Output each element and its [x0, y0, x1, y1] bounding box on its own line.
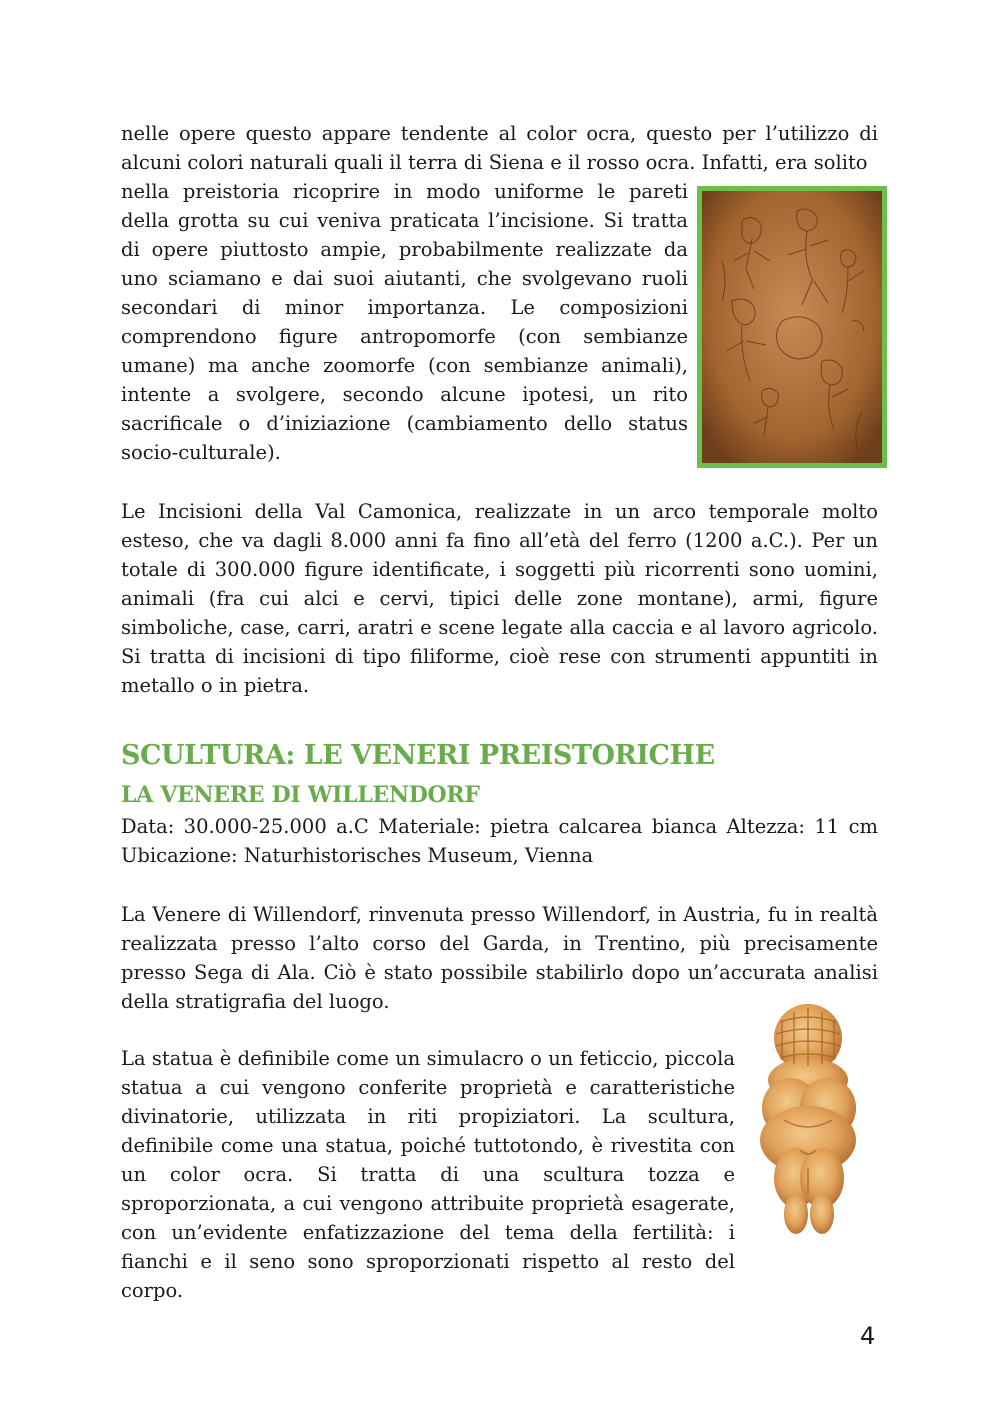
venus-figurine-illustration [740, 1000, 878, 1240]
rock-engraving-illustration [702, 191, 882, 463]
venere-paragraph-1: La Venere di Willendorf, rinvenuta presso Willendorf, in Austria, fu in realtà realizzata presso l’alto corso del Garda, in Trentino, più precisamente presso Sega di Ala. Ciò è stato possibile stabilirlo dopo un’accurata analisi della stratigrafia del luogo. [121, 903, 878, 1013]
venus-of-willendorf-image [740, 1000, 878, 1240]
val-camonica-paragraph: Le Incisioni della Val Camonica, realizzate in un arco temporale molto esteso, che va dagli 8.000 anni fa fino all’età del ferro (1200 a.C.). Per un totale di 300.000 figure identificate, i soggetti più ricorrenti sono uomini, animali (fra cui alci e cervi, tipici delle zone montane), armi, figure simboliche, case, carri, aratri e scene legate alla caccia e al lavoro agricolo. Si tratta di incisioni di tipo filiforme, cioè rese con strumenti appuntiti in metallo o in pietra. [121, 500, 878, 697]
artwork-metadata: Data: 30.000-25.000 a.C Materiale: pietra calcarea bianca Altezza: 11 cm Ubicazione: Naturhistorisches Museum, Vienna [121, 815, 878, 867]
rock-engraving-image [697, 186, 887, 468]
page-number: 4 [860, 1322, 876, 1350]
intro-paragraph-top: nelle opere questo appare tendente al color ocra, questo per l’utilizzo di alcuni colori naturali quali il terra di Siena e il rosso ocra. Infatti, era solito [121, 122, 878, 174]
venere-paragraph-2: La statua è definibile come un simulacro o un feticcio, piccola statua a cui vengono conferite proprietà e caratteristiche divinatorie, utilizzata in riti propiziatori. La scultura, definibile come una statua, poiché tuttotondo, è rivestita con un color ocra. Si tratta di una scultura tozza e sproporzionata, a cui vengono attribuite proprietà esagerate, con un’evidente enfatizzazione del tema della fertilità: i fianchi e il seno sono sproporzionati rispetto al resto del corpo. [121, 1047, 735, 1302]
intro-paragraph-wrapped: nella preistoria ricoprire in modo uniforme le pareti della grotta su cui veniva praticata l’incisione. Si tratta di opere piuttosto ampie, probabilmente realizzate da uno sciamano e dai suoi aiutanti, che svolgevano ruoli secondari di minor importanza. Le composizioni comprendono figure antropomorfe (con sembianze umane) ma anche zoomorfe (con sembianze animali), intente a svolgere, secondo alcune ipotesi, un rito sacrificale o d’iniziazione (cambiamento dello status socio-culturale). [121, 180, 688, 464]
section-heading: SCULTURA: LE VENERI PREISTORICHE [121, 740, 715, 771]
subsection-heading: LA VENERE DI WILLENDORF [121, 782, 480, 808]
